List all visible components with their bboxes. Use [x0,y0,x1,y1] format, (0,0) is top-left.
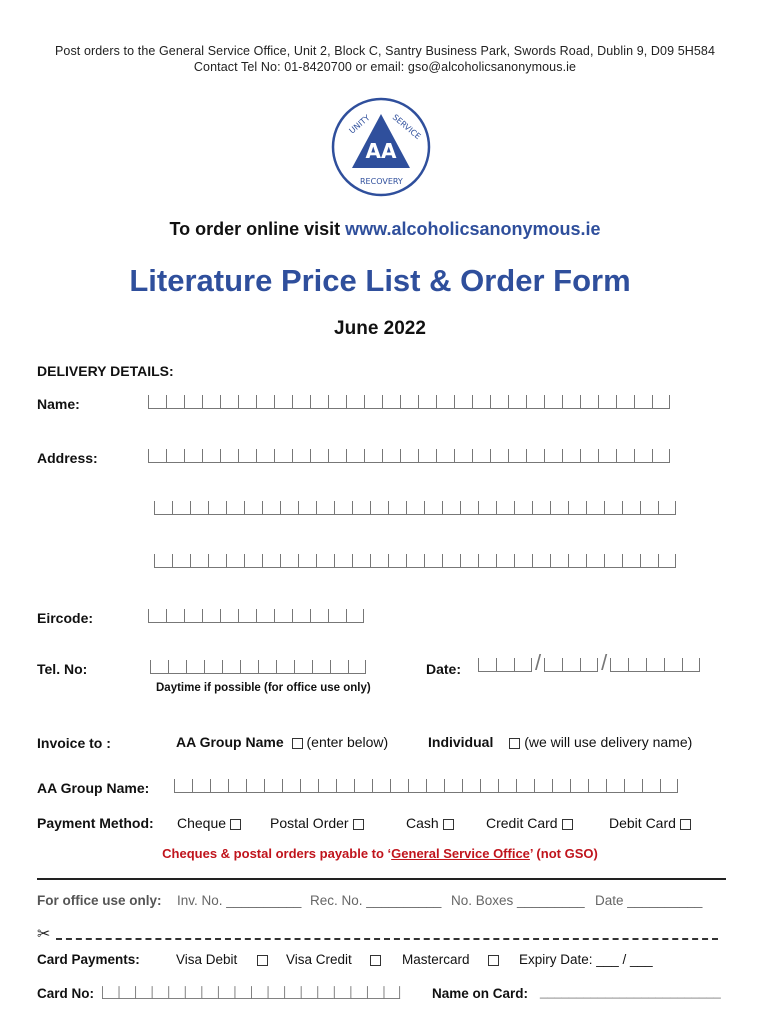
card-payments-label: Card Payments: [37,952,140,967]
char-box[interactable] [310,449,328,463]
office-use-row [37,893,162,908]
char-box[interactable] [280,501,298,515]
char-box[interactable] [204,660,222,674]
char-box[interactable] [352,554,370,568]
invoice-individual-option [428,734,692,750]
page-title: Literature Price List & Order Form [129,263,631,298]
char-box[interactable] [166,395,184,409]
char-box[interactable] [664,658,682,672]
char-box[interactable] [478,501,496,515]
char-box[interactable] [616,395,634,409]
char-box[interactable] [244,501,262,515]
char-box[interactable] [336,779,354,793]
char-box[interactable] [426,779,444,793]
char-box[interactable] [628,658,646,672]
char-box[interactable] [312,660,330,674]
char-box[interactable] [454,395,472,409]
char-box[interactable] [462,779,480,793]
char-box[interactable] [328,609,346,623]
website-link[interactable]: www.alcoholicsanonymous.ie [345,219,601,239]
char-box[interactable] [580,449,598,463]
char-box[interactable] [190,554,208,568]
eircode-field[interactable] [148,605,364,623]
svg-text:UNITY: UNITY [347,113,372,136]
debit-card-label: Debit Card [609,815,676,831]
payee-note-prefix: Cheques & postal orders payable to ‘ [162,846,392,861]
group-name-label: AA Group Name: [37,780,150,796]
char-box[interactable] [400,449,418,463]
char-box[interactable] [604,501,622,515]
payment-cash [406,815,458,831]
individual-checkbox[interactable] [509,738,520,749]
visa-credit-checkbox[interactable] [370,955,381,966]
char-box[interactable] [298,501,316,515]
char-box[interactable] [334,554,352,568]
cash-checkbox[interactable] [443,819,454,830]
char-box[interactable] [154,554,172,568]
char-box[interactable] [454,449,472,463]
debit-card-checkbox[interactable] [680,819,691,830]
char-box[interactable] [550,501,568,515]
section-divider [37,878,726,880]
char-box[interactable] [562,449,580,463]
char-box[interactable] [301,986,318,999]
char-box[interactable] [652,395,670,409]
char-box[interactable] [508,395,526,409]
char-box[interactable] [460,501,478,515]
char-box[interactable] [406,554,424,568]
payment-cheque [177,815,245,831]
char-box[interactable] [268,986,285,999]
tel-label: Tel. No: [37,661,88,677]
char-box[interactable] [367,986,384,999]
date-field[interactable]: / / [478,654,700,672]
char-box[interactable] [201,986,218,999]
char-box[interactable] [220,395,238,409]
char-box[interactable] [514,501,532,515]
payee-note [0,846,760,861]
char-box[interactable] [624,779,642,793]
char-box[interactable] [152,986,169,999]
char-box[interactable] [634,395,652,409]
char-box[interactable] [640,501,658,515]
office-use-label: For office use only: [37,893,162,908]
char-box[interactable] [544,395,562,409]
char-box[interactable] [148,609,166,623]
char-box[interactable] [418,395,436,409]
payment-debit-card [609,815,695,831]
char-box[interactable] [346,609,364,623]
char-box[interactable] [172,554,190,568]
char-box[interactable] [622,554,640,568]
char-box[interactable] [634,449,652,463]
cash-label: Cash [406,815,439,831]
char-box[interactable] [256,395,274,409]
mastercard-label: Mastercard [402,952,470,967]
char-box[interactable] [382,449,400,463]
char-box[interactable] [284,986,301,999]
char-box[interactable] [622,501,640,515]
char-box[interactable] [390,779,408,793]
char-box[interactable] [280,554,298,568]
expiry-date[interactable]: Expiry Date: ___ / ___ [519,952,653,967]
char-box[interactable] [292,609,310,623]
char-box[interactable] [226,501,244,515]
char-box[interactable] [508,449,526,463]
char-box[interactable] [202,395,220,409]
char-box[interactable] [148,449,166,463]
office-no-boxes: No. Boxes _________ [451,893,585,908]
char-box[interactable] [154,501,172,515]
visa-debit-checkbox[interactable] [257,955,268,966]
char-box[interactable] [364,449,382,463]
char-box[interactable] [346,395,364,409]
scissors-icon: ✂ [37,926,51,943]
char-box[interactable] [202,609,220,623]
char-box[interactable] [400,395,418,409]
char-box[interactable] [658,501,676,515]
char-box[interactable] [372,779,390,793]
char-box[interactable] [274,449,292,463]
char-box[interactable] [328,395,346,409]
char-box[interactable] [298,554,316,568]
char-box[interactable] [436,395,454,409]
svg-text:AA: AA [365,139,397,163]
char-box[interactable] [498,779,516,793]
char-box[interactable] [532,554,550,568]
tel-note: Daytime if possible (for office use only) [156,682,371,694]
char-box[interactable] [562,658,580,672]
cut-line [56,938,718,940]
address-line-2[interactable] [154,497,676,515]
char-box[interactable] [552,779,570,793]
char-box[interactable] [264,779,282,793]
char-box[interactable] [568,501,586,515]
char-box[interactable] [251,986,268,999]
payee-name: General Service Office [391,846,530,861]
char-box[interactable] [658,554,676,568]
char-box[interactable] [598,449,616,463]
char-box[interactable] [442,554,460,568]
group-name-field[interactable] [174,775,678,793]
char-box[interactable] [660,779,678,793]
char-box[interactable] [444,779,462,793]
char-box[interactable] [274,395,292,409]
char-box[interactable] [472,449,490,463]
char-box[interactable] [328,449,346,463]
card-visa-debit [176,952,272,967]
char-box[interactable] [478,554,496,568]
char-box[interactable] [190,501,208,515]
payment-label: Payment Method: [37,815,154,831]
address-line-1[interactable] [148,445,670,463]
char-box[interactable] [348,660,366,674]
char-box[interactable] [424,554,442,568]
char-box[interactable] [262,501,280,515]
char-box[interactable] [382,395,400,409]
group-checkbox[interactable] [292,738,303,749]
group-option-note: (enter below) [306,734,389,750]
char-box[interactable] [610,658,628,672]
char-box[interactable] [238,449,256,463]
char-box[interactable] [262,554,280,568]
char-box[interactable] [228,779,246,793]
char-box[interactable] [568,554,586,568]
name-on-card-label: Name on Card: [432,986,529,1001]
char-box[interactable] [580,395,598,409]
eircode-label: Eircode: [37,610,94,626]
char-box[interactable] [185,986,202,999]
char-box[interactable] [586,501,604,515]
char-box[interactable] [222,660,240,674]
char-box[interactable] [292,395,310,409]
char-box[interactable] [282,779,300,793]
char-box[interactable] [352,501,370,515]
aa-logo [330,96,432,198]
char-box[interactable] [496,658,514,672]
char-box[interactable] [330,660,348,674]
char-box[interactable] [310,609,328,623]
tel-field[interactable] [150,656,366,674]
char-box[interactable] [334,501,352,515]
char-box[interactable] [606,779,624,793]
char-box[interactable] [334,986,351,999]
mastercard-checkbox[interactable] [488,955,499,966]
payee-note-suffix: ’ (not GSO) [529,846,598,861]
char-box[interactable] [598,395,616,409]
char-box[interactable] [640,554,658,568]
name-on-card-field[interactable]: _________________________ [540,984,721,999]
char-box[interactable] [436,449,454,463]
char-box[interactable] [586,554,604,568]
char-box[interactable] [102,986,119,999]
char-box[interactable] [514,554,532,568]
date-line: June 2022 [334,318,426,339]
char-box[interactable] [135,986,152,999]
char-box[interactable] [150,660,168,674]
char-box[interactable] [534,779,552,793]
char-box[interactable] [166,609,184,623]
visa-debit-label: Visa Debit [176,952,238,967]
char-box[interactable] [616,449,634,463]
char-box[interactable] [256,609,274,623]
card-visa-credit [286,952,385,967]
char-box[interactable] [208,501,226,515]
invoice-label: Invoice to : [37,735,111,751]
address-label: Address: [37,450,98,466]
char-box[interactable] [148,395,166,409]
char-box[interactable] [274,609,292,623]
char-box[interactable] [218,986,235,999]
char-box[interactable] [388,554,406,568]
card-mastercard [402,952,503,967]
char-box[interactable] [514,658,532,672]
char-box[interactable] [652,449,670,463]
card-no-field[interactable] [102,982,400,999]
char-box[interactable] [388,501,406,515]
char-box[interactable] [370,501,388,515]
char-box[interactable] [184,395,202,409]
visa-credit-label: Visa Credit [286,952,352,967]
postal-address: Post orders to the General Service Office, Unit 2, Block C, Santry Business Park, Swords Road, Dublin 9, D09 5H584 [54,44,716,58]
char-box[interactable] [478,658,496,672]
char-box[interactable] [408,779,426,793]
char-box[interactable] [310,395,328,409]
char-box[interactable] [240,660,258,674]
char-box[interactable] [174,779,192,793]
office-inv-no: Inv. No. __________ [177,893,302,908]
char-box[interactable] [532,501,550,515]
char-box[interactable] [384,986,401,999]
char-box[interactable] [317,986,334,999]
svg-text:SERVICE: SERVICE [390,112,423,142]
svg-text:RECOVERY: RECOVERY [360,177,403,186]
char-box[interactable] [210,779,228,793]
char-box[interactable] [220,449,238,463]
char-box[interactable] [318,779,336,793]
char-box[interactable] [646,658,664,672]
char-box[interactable] [364,395,382,409]
char-box[interactable] [220,609,238,623]
char-box[interactable] [168,986,185,999]
char-box[interactable] [119,986,136,999]
char-box[interactable] [256,449,274,463]
char-box[interactable] [682,658,700,672]
char-box[interactable] [208,554,226,568]
char-box[interactable] [588,779,606,793]
individual-option-label: Individual [428,734,494,750]
char-box[interactable] [570,779,588,793]
char-box[interactable] [490,395,508,409]
char-box[interactable] [526,449,544,463]
char-box[interactable] [472,395,490,409]
group-option-label: AA Group Name [176,734,284,750]
char-box[interactable] [544,658,562,672]
credit-card-label: Credit Card [486,815,558,831]
char-box[interactable] [166,449,184,463]
char-box[interactable] [226,554,244,568]
char-box[interactable] [192,779,210,793]
card-no-label: Card No: [37,986,94,1001]
char-box[interactable] [292,449,310,463]
char-box[interactable] [316,501,334,515]
postal-order-checkbox[interactable] [353,819,364,830]
char-box[interactable] [642,779,660,793]
char-box[interactable] [258,660,276,674]
credit-card-checkbox[interactable] [562,819,573,830]
postal-order-label: Postal Order [270,815,349,831]
char-box[interactable] [184,609,202,623]
char-box[interactable] [316,554,334,568]
invoice-group-option [176,734,388,750]
char-box[interactable] [424,501,442,515]
char-box[interactable] [300,779,318,793]
cheque-checkbox[interactable] [230,819,241,830]
char-box[interactable] [550,554,568,568]
date-label: Date: [426,661,462,677]
char-box[interactable] [276,660,294,674]
contact-line: Contact Tel No: 01-8420700 or email: gso@alcoholicsanonymous.ie [193,60,577,74]
individual-option-note: (we will use delivery name) [524,734,693,750]
char-box[interactable] [526,395,544,409]
char-box[interactable] [604,554,622,568]
office-rec-no: Rec. No. __________ [310,893,442,908]
char-box[interactable] [406,501,424,515]
char-box[interactable] [354,779,372,793]
char-box[interactable] [238,395,256,409]
char-box[interactable] [168,660,186,674]
char-box[interactable] [346,449,364,463]
char-box[interactable] [350,986,367,999]
online-order-line [0,219,770,240]
cheque-label: Cheque [177,815,227,831]
name-label: Name: [37,396,80,412]
char-box[interactable] [184,449,202,463]
char-box[interactable] [172,501,190,515]
char-box[interactable] [238,609,256,623]
online-prefix: To order online visit [169,219,346,239]
char-box[interactable] [418,449,436,463]
char-box[interactable] [294,660,312,674]
char-box[interactable] [580,658,598,672]
char-box[interactable] [490,449,508,463]
char-box[interactable] [244,554,262,568]
delivery-heading: DELIVERY DETAILS: [37,363,174,379]
char-box[interactable] [496,501,514,515]
char-box[interactable] [460,554,478,568]
name-field[interactable] [148,391,670,409]
char-box[interactable] [562,395,580,409]
payment-postal-order [270,815,368,831]
char-box[interactable] [186,660,204,674]
char-box[interactable] [442,501,460,515]
char-box[interactable] [544,449,562,463]
char-box[interactable] [234,986,251,999]
payment-credit-card [486,815,577,831]
char-box[interactable] [370,554,388,568]
char-box[interactable] [516,779,534,793]
char-box[interactable] [496,554,514,568]
address-line-3[interactable] [154,550,676,568]
office-date: Date __________ [595,893,703,908]
char-box[interactable] [480,779,498,793]
char-box[interactable] [202,449,220,463]
char-box[interactable] [246,779,264,793]
